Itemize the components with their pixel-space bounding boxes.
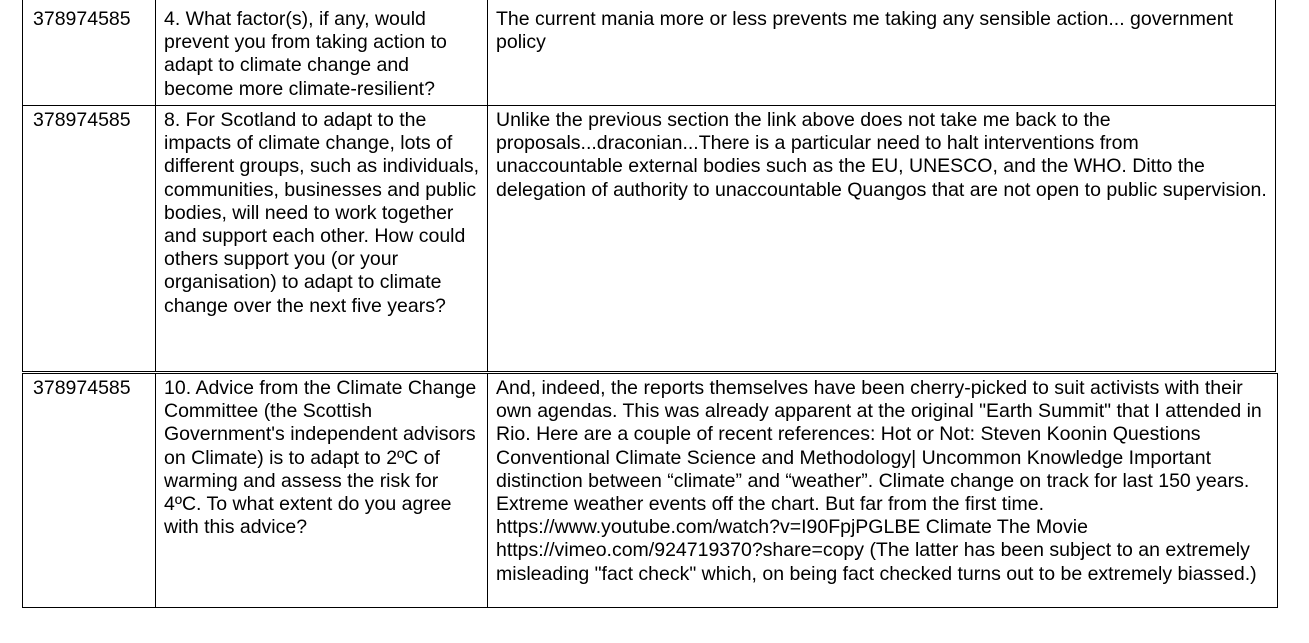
question-cell: 8. For Scotland to adapt to the impacts of climate change, lots of different groups, such as individuals, communities, businesses and public bodies, will need to work together and support each other. How could others support you (or your organisation) to adapt to climate change over the next five years? bbox=[156, 106, 488, 372]
table-row bbox=[23, 106, 1276, 372]
question-cell: 4. What factor(s), if any, would prevent you from taking action to adapt to climate change and become more climate-resilient? bbox=[156, 0, 488, 106]
question-cell: 10. Advice from the Climate Change Committee (the Scottish Government's independent advisors on Climate) is to adapt to 2ºC of warming and assess the risk for 4ºC. To what extent do you agree with this advice? bbox=[156, 374, 488, 608]
responses-table-top bbox=[22, 0, 1276, 372]
respondent-id-cell: 378974585 bbox=[23, 0, 156, 106]
respondent-id-cell: 378974585 bbox=[23, 374, 156, 608]
table-row bbox=[23, 0, 1276, 106]
answer-cell: And, indeed, the reports themselves have been cherry-picked to suit activists with their own agendas. This was already apparent at the original "Earth Summit" that I attended in Rio. Here are a couple of recent references: Hot or Not: Steven Koonin Questions Conventional Climate Science and Methodology| Uncommon Knowledge Important distinction between “climate” and “weather”. Climate change on track for last 150 years. Extreme weather events off the chart. But far from the first time. https://www.youtube.com/watch?v=I90FpjPGLBE Climate The Movie https://vimeo.com/924719370?share=copy (The latter has been subject to an extremely misleading "fact check" which, on being fact checked turns out to be extremely biassed.) bbox=[488, 374, 1278, 608]
answer-cell: Unlike the previous section the link above does not take me back to the proposals...draconian...There is a particular need to halt interventions from unaccountable external bodies such as the EU, UNESCO, and the WHO. Ditto the delegation of authority to unaccountable Quangos that are not open to public supervision. bbox=[488, 106, 1276, 372]
respondent-id-cell: 378974585 bbox=[23, 106, 156, 372]
table-row bbox=[23, 374, 1278, 608]
responses-table-bottom bbox=[22, 373, 1278, 608]
answer-cell: The current mania more or less prevents me taking any sensible action... government policy bbox=[488, 0, 1276, 106]
